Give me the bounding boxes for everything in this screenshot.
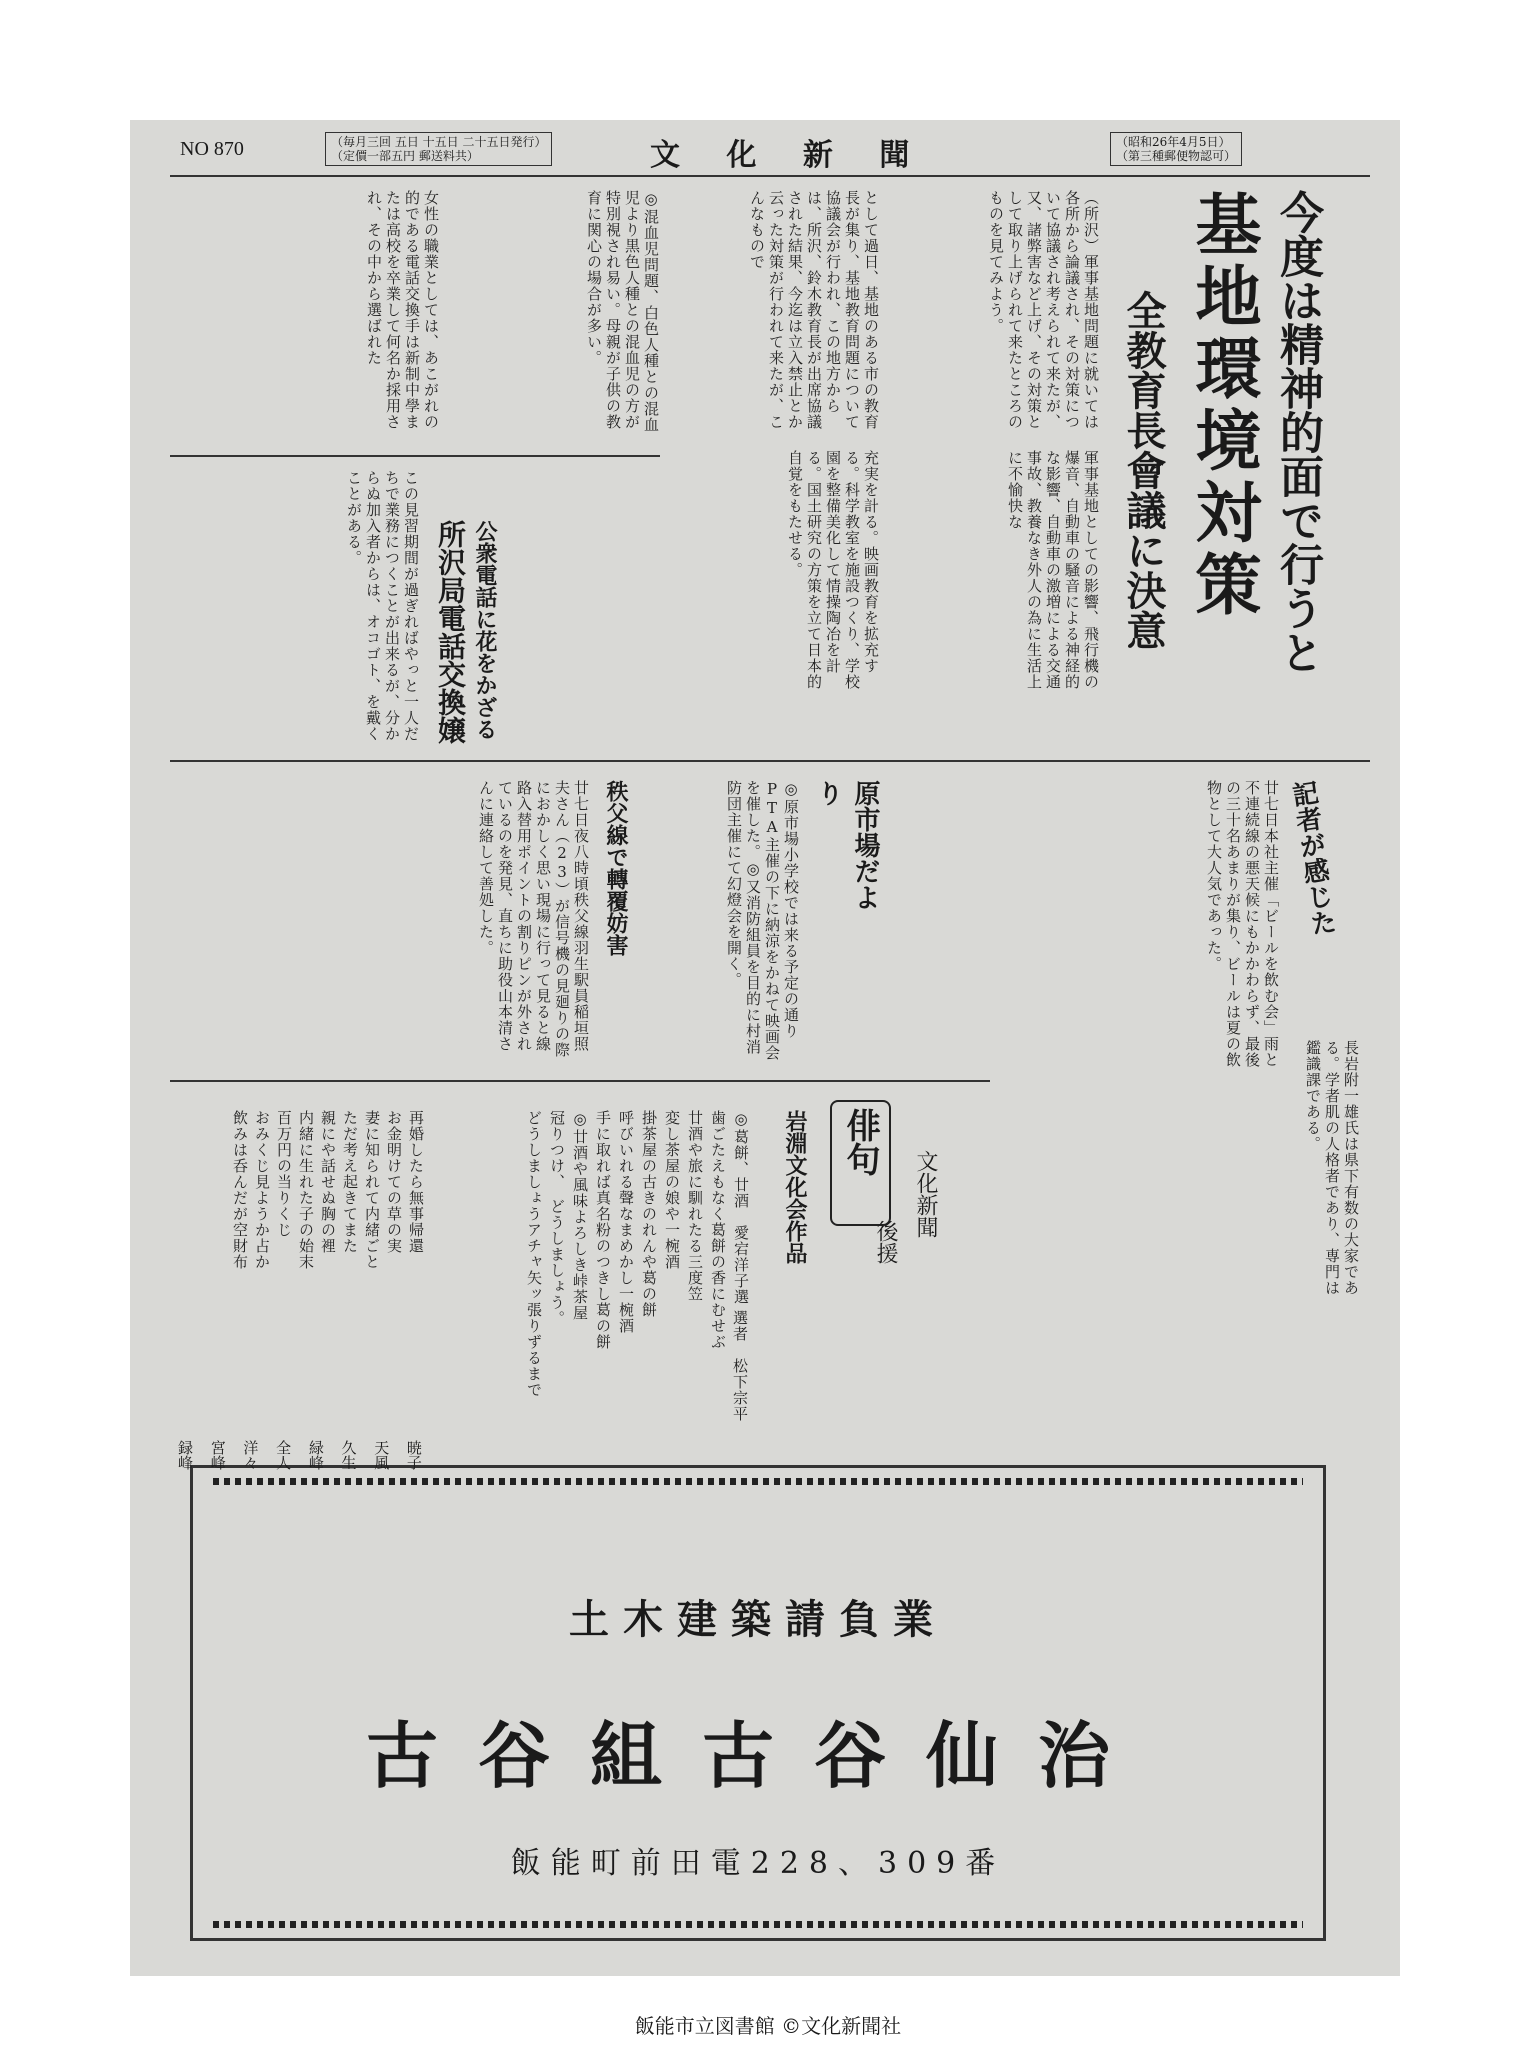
denwa-subtitle: 公衆電話に花をかざる [472,520,498,740]
senryu-author: 宮峰 [208,1440,227,1470]
notice-line-2: （定價一部五円 郵送料共） [331,149,479,163]
haiku-poem: 廿酒や旅に馴れたる三度笠 [686,1110,704,1302]
lead-article-col-c: として過日、基地のある市の教育長が集り、基地教育問題について協議会が行われ、この地方からは、所沢、鈴木教育長が出席協議された結果、今迄は立入禁止とか云った対策が行われて来たが、こんなもので [748,190,880,430]
chichibu-article: 廿七日夜八時頃秩父線羽生駅員稲垣照夫さん（23）が信号機の見廻りの際におかしく思い現場に行って見ると線路入替用ポイントの割りピンが外されているのを発見、直ちに助役山本清さんに連絡して善処した。 [477,780,590,1058]
haiku-title: 俳句 [830,1100,891,1226]
section-rule-2 [170,1080,990,1082]
senryu-author: 録峰 [176,1440,194,1470]
konketsu-article-cont: 女性の職業としては、あこがれの的である電話交換手は新制中學または高校を卒業して何名か採用され、その中から選ばれた [365,190,440,430]
haiku-poem: 歯ごたえもなく葛餅の香にむせぶ [709,1110,727,1350]
ad-border-dots-bottom [213,1921,1303,1928]
haraichiba-title: 原市場だより [813,780,880,910]
haiku-poem: どうしましょうアチャ矢ッ張りずるまで [525,1110,543,1398]
lead-article-col-b: 軍事基地としての影響、飛行機の爆音、自動車の騒音による神経的な影響、自動車の激増による交通事故、教養なき外人の為に生活上に不愉快な [1006,450,1100,690]
senryu-author: 久生 [339,1440,358,1470]
senryu-line: 親にや話せぬ胸の裡 [319,1110,337,1254]
senryu-line: ただ考え起きてまた [341,1110,359,1254]
lead-article-col-d: 充実を計る。映画教育を拡充する。科学教室を施設つくり、学校園を整備美化して情操陶冶を計る。国土研究の方策を立て日本的自覚をもたせる。 [786,450,880,690]
masthead-title: 文 化 新 聞 [650,138,928,173]
haiku-sponsor-label: 後援 [873,1220,898,1264]
denwa-article: この見習期間が過ぎればやっと一人だちで業務につくことが出来るが、分からぬ加入者からは、オコゴト、を戴くことがある。 [345,470,420,742]
konketsu-article: ◎混血児問題、白色人種との混血児より黒色人種との混血児の方が特別視され易い。母親が子供の教育に関心の場合が多い。 [585,190,660,433]
senryu-author: 緑峰 [306,1440,325,1470]
senryu-line: おみくじ見ようか占か [253,1110,271,1270]
kisha-title: 記者が感じた [1286,778,1338,938]
footer-credit: 飯能市立図書館 ©文化新聞社 [634,2014,902,2038]
senryu-author: 全人 [274,1440,293,1470]
ad-border-dots-top [213,1478,1303,1485]
haiku-poem: 冠りつけ、 どうしましょう。 [548,1110,566,1327]
haiku-poem: 掛茶屋の古きのれんや葛の餅 [640,1110,658,1318]
ad-address: 飯能町前田電228、309番 [510,1846,1006,1881]
haiku-poem: 変し茶屋の娘や一椀酒 [663,1110,681,1270]
haiku-judge: 選者 松下宗平 [731,1310,749,1422]
haiku-poem: ◎葛餅、廿酒 愛宕洋子選 [732,1110,750,1305]
newspaper-page [130,120,1400,1976]
senryu-line: 飲みは呑んだが空財布 [231,1110,249,1270]
haiku-poem: 呼びいれる聲なまめかし一椀酒 [617,1110,635,1334]
haiku-group: 岩淵文化会作品 [782,1110,808,1264]
headline-2: 基地環境対策 [1184,190,1261,622]
senryu-line: 妻に知られて内緒ごと [363,1110,381,1270]
haiku-sponsor: 文化新聞 [913,1150,938,1238]
senryu-list [175,1110,425,1430]
senryu-author: 暁子 [404,1440,423,1470]
column-rule [170,455,660,457]
date-notice [1110,132,1242,166]
ad-company: 古谷組古谷仙治 [365,1713,1150,1798]
haiku-poem: ◎廿酒や風味よろしき峠茶屋 [571,1110,589,1321]
denwa-title: 所沢局電話交換嬢 [434,520,467,744]
senryu-author: 洋々 [241,1440,260,1470]
headline-1: 今度は精神的面で行うと [1272,190,1323,674]
headline-3: 全教育長會議に決意 [1120,290,1166,650]
senryu-line: お金明けての草の実 [385,1110,403,1254]
haiku-poem: 手に取れば真名粉のつきし葛の餅 [594,1110,612,1350]
section-rule-1 [170,760,1370,762]
ad-business: 土木建築請負業 [569,1596,947,1643]
issue-number: NO 870 [180,138,244,160]
publication-notice [325,132,552,166]
senryu-line: 内緒に生れた子の始末 [297,1110,315,1270]
kisha-article-cont: 長岩附一雄氏は県下有数の大家である。学者肌の人格者であり、専門は鑑識課である。 [1304,1040,1360,1296]
chichibu-title: 秩父線で轉覆妨害 [603,780,628,956]
senryu-author: 天風 [372,1440,391,1470]
notice-line-1: （毎月三回 五日 十五日 二十五日発行） [331,135,547,149]
senryu-line: 再婚したら無事帰還 [407,1110,425,1254]
senryu-line: 百万円の当りくじ [275,1110,293,1238]
haiku-poem-list [430,1110,750,1430]
date-line-2: （第三種郵便物認可） [1116,149,1237,163]
kisha-article: 廿七日本社主催「ビールを飲む会」雨と不連続線の悪天候にもかかわらず、最後の三十名あまりが集り、ビールは夏の飲物として大人気であった。 [1205,780,1280,1068]
senryu-authors [175,1440,425,1470]
header-rule [170,175,1370,177]
haraichiba-article: ◎原市場小学校では来る予定の通りPTA主催の下に納涼をかねて映画会を催した。◎又消防組員を目的に村消防団主催にて幻燈会を開く。 [725,780,800,1061]
date-line-1: （昭和26年4月5日） [1116,135,1231,149]
lead-article-col-a: （所沢）軍事基地問題に就いては各所から論議され、その対策について協議され考えられて来たが、又、諸弊害など上げ、その対策として取り上げられて来たところのものを見てみよう。 [987,190,1100,430]
advertisement-box [190,1465,1326,1941]
